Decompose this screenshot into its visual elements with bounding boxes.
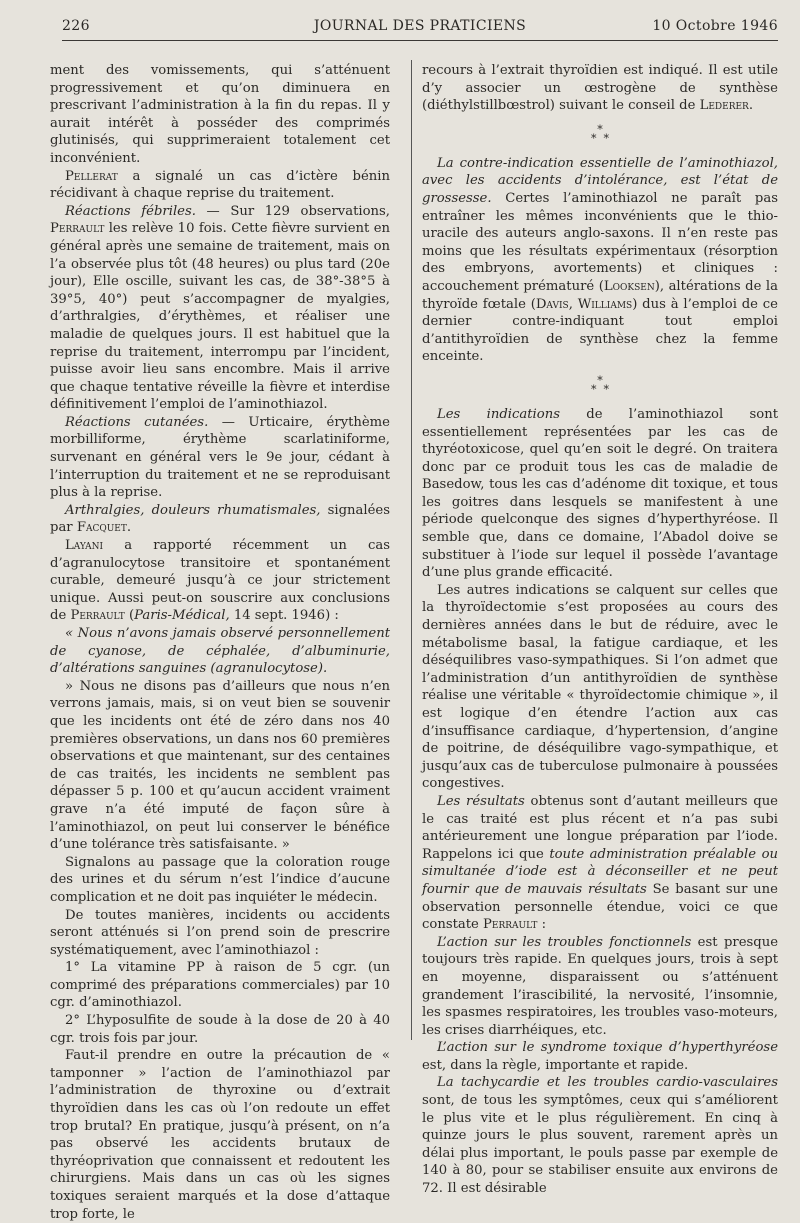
asterisk-pair xyxy=(422,382,778,396)
text: — Urticaire, érythème morbilliforme, érythème scarlatiniforme, survenant en général vers le 9e jour, cédant à l’interruption du traitement et ne se reproduisant plus à la reprise. xyxy=(50,414,390,501)
asterisk: * xyxy=(603,131,609,145)
paragraph: 2° L’hyposulfite de soude à la dose de 20 à 40 cgr. trois fois par jour. xyxy=(50,1013,390,1046)
text: a rapporté récemment un cas d’agranulocytose transitoire et spontanément curable, demeuré jusqu’à ce jour strictement unique. Aussi peut-on souscrire aux conclusions de xyxy=(50,538,390,624)
author-name: Perrault xyxy=(70,608,125,624)
paragraph xyxy=(422,934,778,1040)
paragraph: ment des vomissements, qui s’atténuent progressivement et qu’on diminuera en prescrivant l’administration à la fin du repas. Il y aurait intérêt à posséder des comprimés glutinisés, qui supprimeraient totalement cet inconvénient. xyxy=(50,63,390,166)
text: sont, de tous les symptômes, ceux qui s’améliorent le plus vite et le plus régulièrement. En cinq à quinze jours le plus souvent, rarement après un délai plus important, le pouls passe par exemple de 140 à 80, pour se stabiliser ensuite aux environs de 72. Il est désirable xyxy=(422,1093,778,1197)
section-heading: La contre-indication essentielle de l’aminothiazol, avec les accidents d’intolérance, est l’état de grossesse. xyxy=(422,155,778,206)
paragraph xyxy=(50,537,390,625)
text: les relève 10 fois. Cette fièvre survient en général après une semaine de traitement, mais on l’a observée plus tôt (48 heures) ou plus tard (20e jour), Elle oscille, suivant les cas, de 38°-38°5 à 39°5, 40°) peut s’accompagner de myalgies, d’arthralgies, d’érythèmes, et réaliser une maladie de quelques jours. Il est habituel que la reprise du traitement, interrompu par l’incident, puisse avoir lieu sans encombre. Mais il arrive que chaque tentative réveille la fièvre et interdise définitivement l’emploi de l’aminothiazol. xyxy=(50,221,390,413)
paragraph: » Nous ne disons pas d’ailleurs que nous n’en verrons jamais, mais, si on veut bien se souvenir que les incidents ont été de zéro dans nos 40 premières observations, un dans nos 60 premières observations et que maintenant, sur des centaines de cas traités, les incidents ne semblent pas dépasser 5 p. 100 et qu’aucun accident vraiment grave n’a été imputé de façon sûre à l’aminothiazol, on peut lui conserver le bénéfice d’une tolérance très satisfaisante. » xyxy=(50,678,390,853)
left-column xyxy=(50,62,390,1223)
section-separator xyxy=(422,373,778,396)
paragraph xyxy=(422,1074,778,1197)
author-name: Davis, Williams xyxy=(535,296,633,312)
paragraph xyxy=(422,155,778,366)
text: est, dans la règle, importante et rapide. xyxy=(422,1057,689,1073)
journal-title: JOURNAL DES PRATICIENS xyxy=(313,18,527,34)
paragraph: Les autres indications se calquent sur celles que la thyroïdectomie s’est proposées au cours des dernières années dans le but de réduire, avec le métabolisme basal, la fatigue cardiaque, et les déséquilibres vaso-sympathiques. Si l’on admet que l’administration d’un antithyroïdien de synthèse réalise une véritable « thyroïdectomie chimique », il est logique d’en étendre l’action aux cas d’insuffisance cardiaque, d’hypertension, d’angine de poitrine, de déséquilibre vago-sympathique, et jusqu’aux cas de tuberculose pulmonaire à poussées congestives. xyxy=(422,582,778,792)
author-name: Facquet xyxy=(76,520,127,536)
paragraph xyxy=(50,414,390,502)
column-divider xyxy=(411,60,412,1040)
asterisk-pair xyxy=(422,131,778,145)
author-name: Pellerat xyxy=(65,168,118,184)
section-heading: Arthralgies, douleurs rhumatismales, xyxy=(65,502,321,518)
section-heading: Réactions cutanées. xyxy=(65,414,209,430)
citation: Paris-Médical, xyxy=(134,608,230,624)
asterisk: * xyxy=(597,373,603,387)
text: obtenus sont d’autant meilleurs que le cas traité est plus récent et n’a pas subi antérieurement une longue préparation par l’iode. Rappelons ici que xyxy=(422,793,778,862)
page-header xyxy=(62,14,778,41)
quote-paragraph xyxy=(50,625,390,678)
text: . xyxy=(748,98,754,114)
section-heading: Réactions fébriles. xyxy=(65,203,196,219)
text: Se basant sur une observation personnelle étendue, voici ce que constate xyxy=(422,881,778,933)
text: de l’aminothiazol sont essentiellement représentées par les cas de thyréotoxicose, quel qu’en soit le degré. On traitera donc par ce produit tous les cas de maladie de Basedow, tous les cas d’adénome dit toxique, et tous les goitres dans lesquels se manifestent à une période quelconque des signes d’hyperthyréose. Il semble que, dans ce domaine, l’Abadol doive se substituer à l’iode sur lequel il possède l’avantage d’une plus grande efficacité. xyxy=(422,406,779,581)
paragraph: De toutes manières, incidents ou accidents seront atténués si l’on prend soin de prescrire systématiquement, avec l’aminothiazol : xyxy=(50,907,390,958)
page-number: 226 xyxy=(62,18,90,34)
asterisk: * xyxy=(597,122,603,136)
asterisk: * xyxy=(591,382,597,396)
asterisk: * xyxy=(591,131,597,145)
text: 14 sept. 1946) : xyxy=(229,608,339,624)
section-separator xyxy=(422,122,778,145)
text: signalées par xyxy=(50,502,390,536)
author-name: Perrault xyxy=(483,917,538,933)
text: recours à l’extrait thyroïdien est indiqué. Il est utile d’y associer un œstrogène de synthèse (diéthylstillbœstrol) suivant le conseil de xyxy=(422,63,778,114)
right-column xyxy=(422,62,778,1198)
text: ) dus à l’emploi de ce dernier contre-indiquant tout emploi d’antithyroïdien de synthèse chez la femme enceinte. xyxy=(422,296,778,365)
text: a signalé un cas d’ictère bénin récidivant à chaque reprise du traitement. xyxy=(50,168,390,202)
asterisk: * xyxy=(603,382,609,396)
emphasis: toute administration préalable ou simultanée d’iode est à déconseiller et ne peut fournir que de mauvais résultats xyxy=(422,846,778,897)
author-name: Looksen xyxy=(603,278,655,294)
author-name: Layani xyxy=(65,538,104,554)
quote-text: « Nous n’avons jamais observé personnellement de cyanose, de céphalée, d’albuminurie, d’altérations sanguines (agranulocytose). xyxy=(50,626,390,677)
text: . xyxy=(126,520,132,536)
paragraph xyxy=(50,502,390,537)
paragraph xyxy=(422,406,778,582)
section-heading: L’action sur le syndrome toxique d’hyperthyréose xyxy=(437,1040,778,1056)
issue-date: 10 Octobre 1946 xyxy=(652,18,778,34)
section-heading: L’action sur les troubles fonctionnels xyxy=(437,934,692,950)
author-name: Lederer xyxy=(699,98,749,114)
paragraph xyxy=(422,1039,778,1074)
text: — Sur 129 observations, xyxy=(195,203,390,219)
text: ( xyxy=(124,608,135,624)
text: est presque toujours très rapide. En quelques jours, trois à sept en moyenne, disparaissent ou s’atténuent grandement l’irascibilité, la nervosité, l’insomnie, les spasmes respiratoires, les troubles vaso-moteurs, les crises diarrhéiques, etc. xyxy=(422,934,779,1038)
paragraph: 1° La vitamine PP à raison de 5 cgr. (un comprimé des préparations commerciales) par 10 cgr. d’aminothiazol. xyxy=(50,960,390,1011)
section-heading: Les résultats xyxy=(437,793,525,809)
paragraph: Signalons au passage que la coloration rouge des urines et du sérum n’est l’indice d’aucune complication et ne doit pas inquiéter le médecin. xyxy=(50,854,390,905)
author-name: Perrault xyxy=(50,221,105,237)
text: Certes l’aminothiazol ne paraît pas entraîner les mêmes inconvénients que le thio-uracile des auteurs anglo-saxons. Il n’en reste pas moins que les résultats expérimentaux (résorption des embryons, avortements) et cliniques : accouchement prématuré ( xyxy=(422,190,778,294)
paragraph xyxy=(422,62,778,115)
paragraph xyxy=(50,203,390,414)
text: ), altérations de la thyroïde fœtale ( xyxy=(422,278,779,312)
section-heading: Les indications xyxy=(437,406,560,422)
paragraph xyxy=(50,168,390,203)
text: : xyxy=(537,917,547,933)
paragraph: Faut-il prendre en outre la précaution de « tamponner » l’action de l’aminothiazol par l’administration de thyroxine ou d’extrait thyroïdien dans les cas où l’on redoute un effet trop brutal? En pratique, jusqu’à présent, on n’a pas observé les accidents brutaux de thyréoprivation que connaissent et redoutent les chirurgiens. Mais dans un cas où les signes toxiques seraient marqués et la dose d’attaque trop forte, le xyxy=(50,1048,390,1222)
paragraph xyxy=(422,793,778,934)
section-heading: La tachycardie et les troubles cardio-vasculaires xyxy=(437,1075,778,1091)
